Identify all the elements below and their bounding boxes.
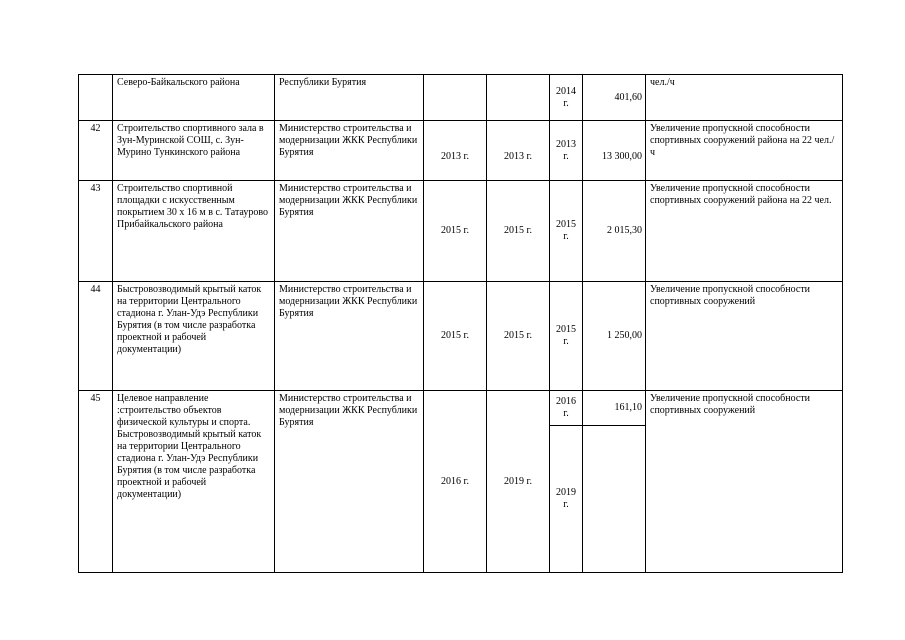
start-date	[424, 75, 487, 121]
start-date: 2015 г.	[424, 181, 487, 282]
measure-name: Северо-Байкальского района	[113, 75, 275, 121]
table-row	[79, 391, 843, 426]
expected-result: Увеличение пропускной способности спортивных сооружений	[646, 391, 843, 573]
expected-result: Увеличение пропускной способности спортивных сооружений района на 22 чел.	[646, 181, 843, 282]
funding-year-2: 2019 г.	[550, 426, 583, 573]
end-date: 2015 г.	[487, 282, 550, 391]
funding-amount: 13 300,00	[583, 121, 646, 181]
measure-name: Строительство спортивного зала в Зун-Муринской СОШ, с. Зун-Мурино Тункинского района	[113, 121, 275, 181]
measure-name: Строительство спортивной площадки с искусственным покрытием 30 х 16 м в с. Татаурово Прибайкальского района	[113, 181, 275, 282]
row-number: 42	[79, 121, 113, 181]
row-number: 43	[79, 181, 113, 282]
table-row	[79, 181, 843, 282]
expected-result: Увеличение пропускной способности спортивных сооружений района на 22 чел./ч	[646, 121, 843, 181]
executor: Министерство строительства и модернизации ЖКК Республики Бурятия	[275, 282, 424, 391]
measure-name: Быстровозводимый крытый каток на территории Центрального стадиона г. Улан-Удэ Республики Бурятия (в том числе разработка проектной и рабочей документации)	[113, 282, 275, 391]
start-date: 2016 г.	[424, 391, 487, 573]
funding-amount: 401,60	[583, 75, 646, 121]
executor: Министерство строительства и модернизации ЖКК Республики Бурятия	[275, 121, 424, 181]
row-number	[79, 75, 113, 121]
funding-amount-2	[583, 426, 646, 573]
funding-amount: 161,10	[583, 391, 646, 426]
expected-result: чел./ч	[646, 75, 843, 121]
table-row	[79, 121, 843, 181]
end-date: 2019 г.	[487, 391, 550, 573]
executor: Министерство строительства и модернизации ЖКК Республики Бурятия	[275, 181, 424, 282]
funding-amount: 2 015,30	[583, 181, 646, 282]
table-row	[79, 282, 843, 391]
funding-year: 2016 г.	[550, 391, 583, 426]
funding-year: 2015 г.	[550, 181, 583, 282]
measure-name: Целевое направление :строительство объектов физической культуры и спорта. Быстровозводимый крытый каток на территории Центрального стадиона г. Улан-Удэ Республики Бурятия (в том числе разработка проектной и рабочей документации)	[113, 391, 275, 573]
funding-amount: 1 250,00	[583, 282, 646, 391]
funding-year: 2014 г.	[550, 75, 583, 121]
table-row	[79, 75, 843, 121]
program-table	[78, 74, 843, 573]
end-date: 2015 г.	[487, 181, 550, 282]
row-number: 44	[79, 282, 113, 391]
end-date: 2013 г.	[487, 121, 550, 181]
executor: Республики Бурятия	[275, 75, 424, 121]
start-date: 2013 г.	[424, 121, 487, 181]
expected-result: Увеличение пропускной способности спортивных сооружений	[646, 282, 843, 391]
row-number: 45	[79, 391, 113, 573]
funding-year: 2015 г.	[550, 282, 583, 391]
end-date	[487, 75, 550, 121]
start-date: 2015 г.	[424, 282, 487, 391]
funding-year: 2013 г.	[550, 121, 583, 181]
executor: Министерство строительства и модернизации ЖКК Республики Бурятия	[275, 391, 424, 573]
